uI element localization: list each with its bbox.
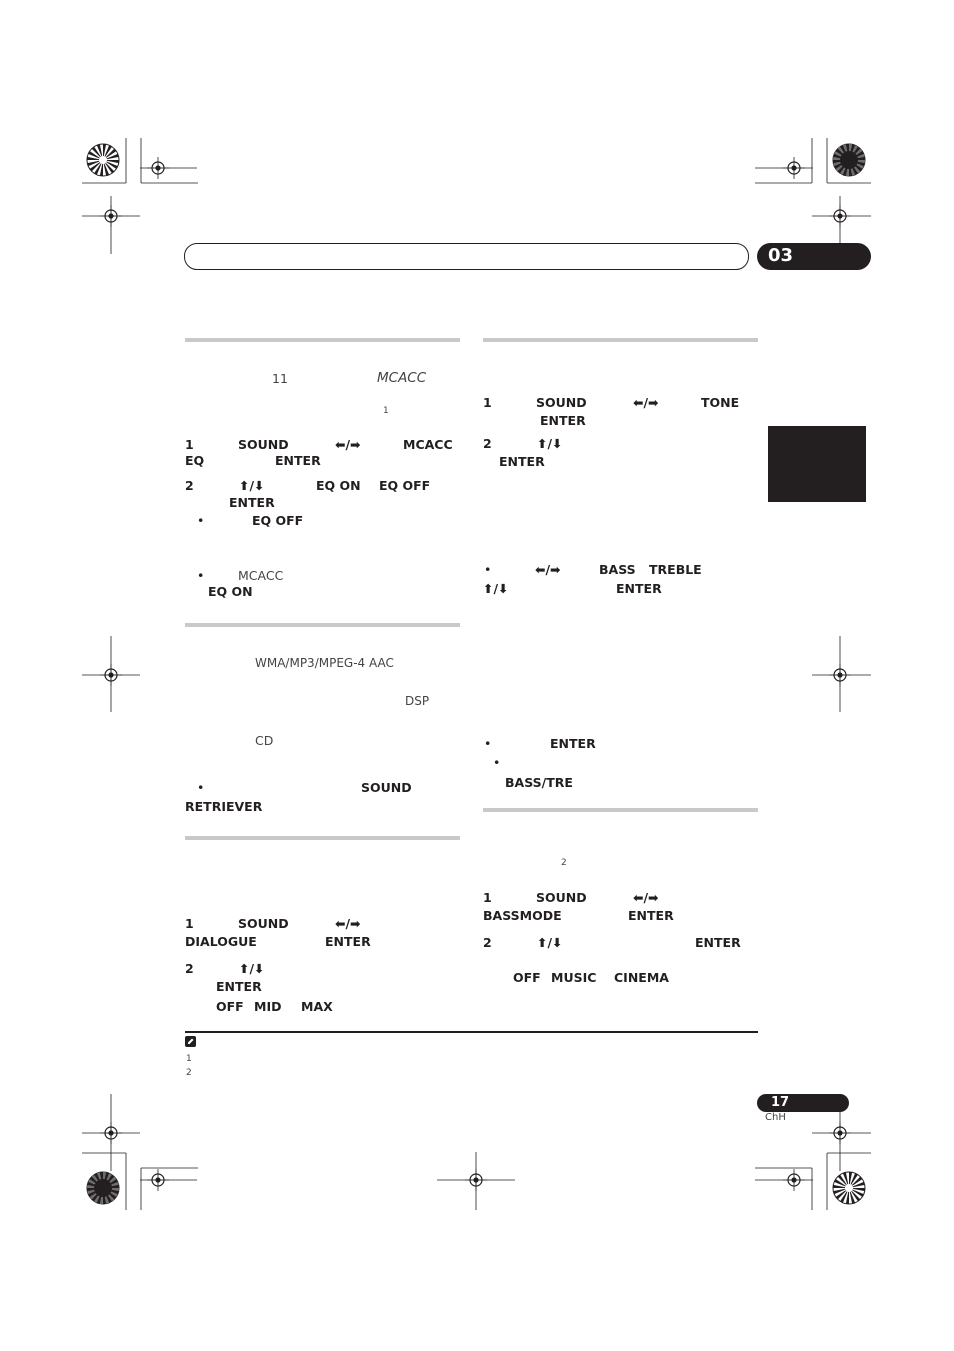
ref-page-number: 11	[272, 371, 288, 386]
mid-option: MID	[254, 999, 282, 1014]
enter-key: ENTER	[325, 934, 371, 949]
eq-off-option: EQ OFF	[252, 513, 304, 528]
chapter-tab	[757, 243, 871, 270]
enter-key: ENTER	[695, 935, 741, 950]
enter-key: ENTER	[550, 736, 596, 751]
footnote-number: 2	[186, 1068, 192, 1078]
left-right-arrows: ⬅/➡	[335, 437, 361, 452]
step-number: 2	[185, 961, 194, 976]
step-number: 1	[483, 395, 492, 410]
footnote-number: 1	[186, 1054, 192, 1064]
bullet: •	[493, 755, 501, 770]
eq-on-option: EQ ON	[316, 478, 361, 493]
left-right-arrows: ⬅/➡	[633, 395, 659, 410]
treble-key: TREBLE	[649, 562, 702, 577]
sound-key: SOUND	[536, 395, 587, 410]
section-rule	[483, 808, 758, 812]
bullet: •	[484, 562, 492, 577]
bullet: •	[197, 568, 205, 583]
bullet: •	[197, 780, 205, 795]
eq-off-option: EQ OFF	[379, 478, 431, 493]
eq-on-option: EQ ON	[208, 584, 253, 599]
music-option: MUSIC	[551, 970, 597, 985]
eq-key: EQ	[185, 453, 205, 468]
left-right-arrows: ⬅/➡	[633, 890, 659, 905]
footnote-ref: 2	[561, 858, 567, 868]
note-icon	[185, 1036, 196, 1047]
mcacc-label: MCACC	[238, 568, 284, 583]
up-down-arrows: ⬆/⬇	[537, 935, 563, 950]
up-down-arrows: ⬆/⬇	[483, 581, 509, 596]
enter-key: ENTER	[628, 908, 674, 923]
max-option: MAX	[301, 999, 333, 1014]
enter-key: ENTER	[540, 413, 586, 428]
bassmode-key: BASSMODE	[483, 908, 562, 923]
sound-key: SOUND	[238, 437, 289, 452]
sound-key: SOUND	[536, 890, 587, 905]
left-right-arrows: ⬅/➡	[335, 916, 361, 931]
sound-key: SOUND	[238, 916, 289, 931]
language-side-tab	[768, 426, 866, 502]
off-option: OFF	[513, 970, 541, 985]
bullet: •	[484, 736, 492, 751]
step-number: 2	[483, 935, 492, 950]
step-number: 1	[185, 437, 194, 452]
up-down-arrows: ⬆/⬇	[537, 436, 563, 451]
footnote-ref: 1	[383, 406, 389, 416]
mcacc-key: MCACC	[403, 437, 453, 452]
cd-label: CD	[255, 733, 274, 748]
dialogue-key: DIALOGUE	[185, 934, 257, 949]
step-number: 1	[483, 890, 492, 905]
up-down-arrows: ⬆/⬇	[239, 961, 265, 976]
retriever-key: RETRIEVER	[185, 799, 263, 814]
sound-key: SOUND	[361, 780, 412, 795]
bass-tre-display: BASS/TRE	[505, 775, 573, 790]
step-number: 1	[185, 916, 194, 931]
section-rule	[185, 338, 460, 342]
language-code: ChH	[765, 1112, 786, 1123]
mcacc-label: MCACC	[377, 370, 427, 386]
section-rule	[185, 623, 460, 627]
dsp-label: DSP	[405, 694, 430, 708]
notes-rule	[185, 1031, 758, 1033]
section-rule	[185, 836, 460, 840]
chapter-number: 03	[768, 245, 794, 266]
left-right-arrows: ⬅/➡	[535, 562, 561, 577]
enter-key: ENTER	[616, 581, 662, 596]
enter-key: ENTER	[229, 495, 275, 510]
step-number: 2	[483, 436, 492, 451]
enter-key: ENTER	[499, 454, 545, 469]
tone-key: TONE	[701, 395, 740, 410]
off-option: OFF	[216, 999, 244, 1014]
step-number: 2	[185, 478, 194, 493]
page-number: 17	[771, 1095, 790, 1110]
section-rule	[483, 338, 758, 342]
page-number-tab	[757, 1094, 849, 1112]
chapter-title-bar	[184, 243, 749, 270]
up-down-arrows: ⬆/⬇	[239, 478, 265, 493]
formats-label: WMA/MP3/MPEG-4 AAC	[255, 656, 394, 670]
bass-key: BASS	[599, 562, 636, 577]
bullet: •	[197, 513, 205, 528]
cinema-option: CINEMA	[614, 970, 669, 985]
enter-key: ENTER	[275, 453, 321, 468]
enter-key: ENTER	[216, 979, 262, 994]
